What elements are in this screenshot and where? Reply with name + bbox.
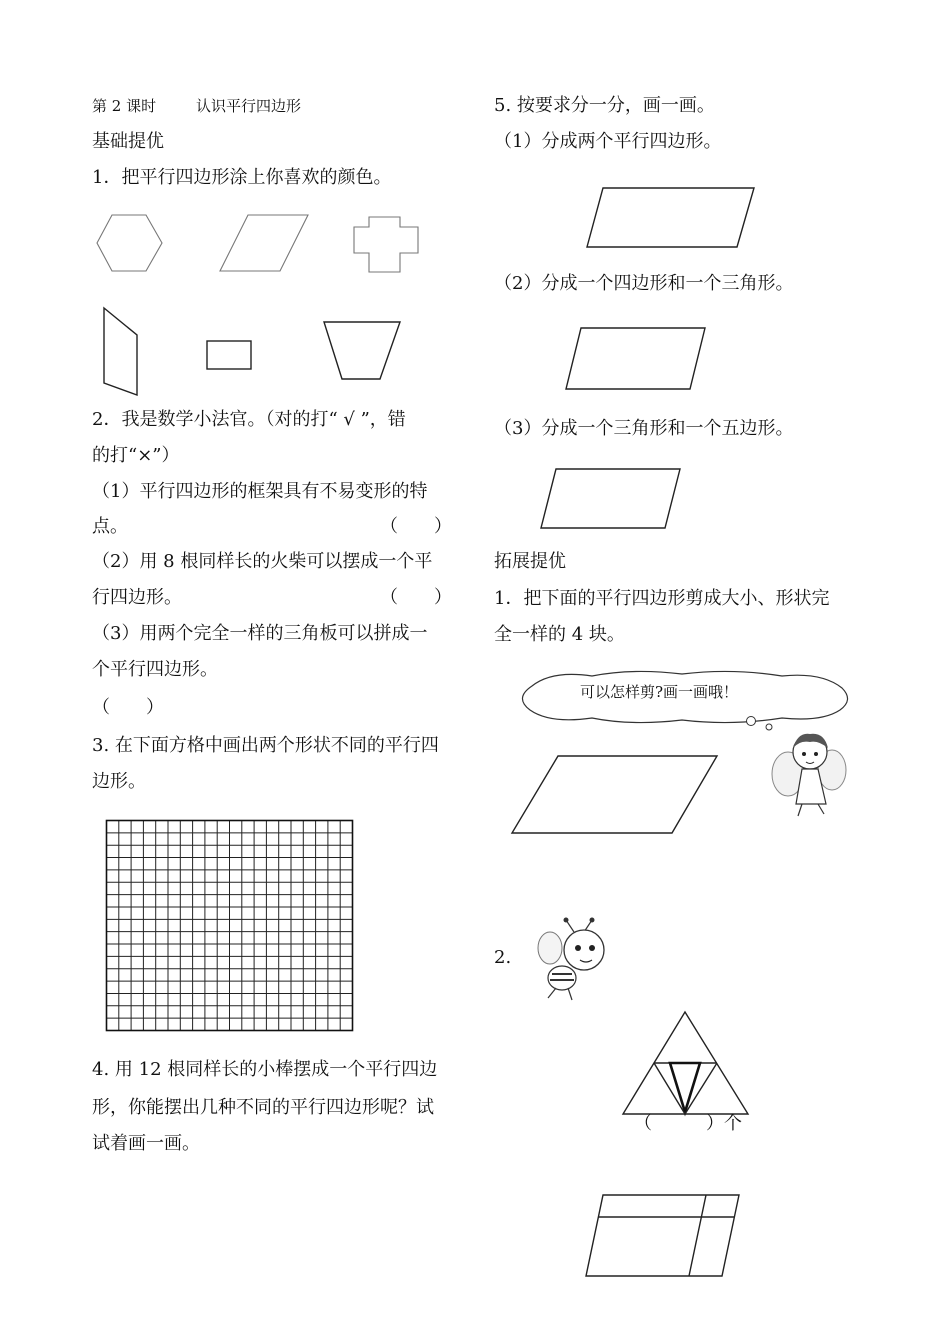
q2-s2-line1: （2）用 8 根同样长的火柴可以摆成一个平: [92, 551, 433, 572]
q2-s2-answer-blank[interactable]: （ ）: [380, 587, 452, 608]
triangle-count-blank[interactable]: （ ）个: [634, 1113, 742, 1134]
basic-heading: 基础提优: [92, 131, 164, 152]
q3-grid[interactable]: [106, 820, 354, 1032]
q2-s3-answer-blank[interactable]: （ ）: [92, 697, 164, 718]
q3-line1: 3. 在下面方格中画出两个形状不同的平行四: [92, 735, 439, 756]
extend-q2-triangle-figure[interactable]: [622, 1010, 752, 1116]
q2-s1-answer-blank[interactable]: （ ）: [380, 516, 452, 537]
q5-s2-parallelogram[interactable]: [565, 326, 707, 392]
q3-line2: 边形。: [92, 771, 146, 792]
extend-q2-parallelogram-figure[interactable]: [585, 1193, 741, 1279]
extend-q2-label: 2.: [494, 947, 512, 968]
q2-line2: 的打“×”）: [92, 445, 180, 466]
cross-shape[interactable]: [354, 217, 418, 272]
q2-s3-line2: 个平行四边形。: [92, 659, 218, 680]
lesson-number: 第 2 课时: [92, 97, 157, 115]
extend-q1-line1: 1．把下面的平行四边形剪成大小、形状完: [494, 588, 830, 609]
extend-q1-parallelogram[interactable]: [510, 754, 720, 836]
q4-line1: 4. 用 12 根同样长的小棒摆成一个平行四边: [92, 1059, 438, 1080]
trapezoid-shape[interactable]: [324, 322, 400, 379]
q2-s3-line1: （3）用两个完全一样的三角板可以拼成一: [92, 623, 428, 644]
tall-parallelogram-shape[interactable]: [104, 308, 137, 395]
extend-q1-line2: 全一样的 4 块。: [494, 624, 625, 645]
q5-s2: （2）分成一个四边形和一个三角形。: [494, 273, 794, 294]
q2-line1: 2．我是数学小法官。（对的打“ √ ”，错: [92, 409, 406, 430]
thought-bubble-text: 可以怎样剪?画一画哦！: [580, 683, 739, 701]
q1-shapes: [90, 205, 420, 395]
hexagon-shape[interactable]: [97, 215, 162, 271]
q2-s1-line2: 点。: [92, 516, 128, 537]
q4-line3: 试着画一画。: [92, 1133, 200, 1154]
q5-s1-parallelogram[interactable]: [586, 186, 756, 250]
q5-title: 5. 按要求分一分，画一画。: [494, 95, 715, 116]
q4-line2: 形，你能摆出几种不同的平行四边形呢？试: [92, 1097, 434, 1118]
fairy-icon: [768, 726, 850, 818]
q2-s1-line1: （1）平行四边形的框架具有不易变形的特: [92, 481, 428, 502]
q1-text: 1．把平行四边形涂上你喜欢的颜色。: [92, 167, 392, 188]
q5-s1: （1）分成两个平行四边形。: [494, 131, 722, 152]
q5-s3: （3）分成一个三角形和一个五边形。: [494, 418, 794, 439]
lesson-title: 认识平行四边形: [196, 97, 302, 115]
rectangle-shape[interactable]: [207, 341, 251, 369]
q2-s2-line2: 行四边形。: [92, 587, 182, 608]
q5-s3-parallelogram[interactable]: [540, 467, 682, 531]
extend-heading: 拓展提优: [494, 551, 566, 572]
bee-icon: [536, 918, 612, 1002]
rhombus-shape[interactable]: [220, 215, 308, 271]
